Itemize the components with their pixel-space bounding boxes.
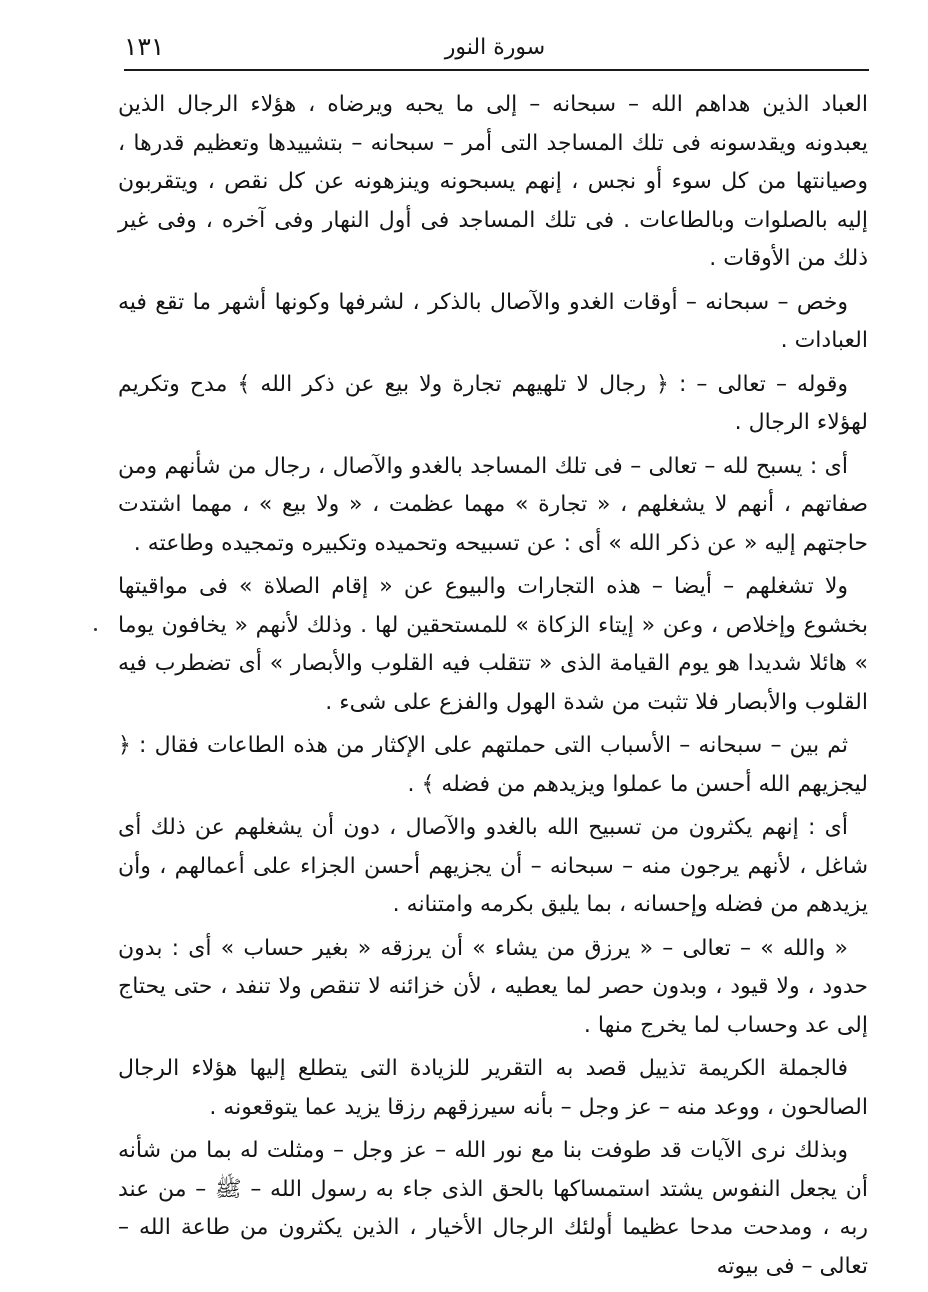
page-header xyxy=(124,30,866,70)
paragraph: وقوله – تعالى – : ﴿ رجال لا تلهيهم تجارة ولا بيع عن ذكر الله ﴾ مدح وتكريم لهؤلاء الرجال . xyxy=(118,371,868,435)
paragraph: وخص – سبحانه – أوقات الغدو والآصال بالذكر ، لشرفها وكونها أشهر ما تقع فيه العبادات . xyxy=(118,289,868,353)
paragraph: وبذلك نرى الآيات قد طوفت بنا مع نور الله – عز وجل – ومثلت له بما من شأنه أن يجعل النفوس يشتد استمساكها بالحق الذى جاء به رسول الله – ﷺ – من عند ربه ، ومدحت مدحا عظيما أولئك الرجال الأخيار ، الذين يكثرون من طاعة الله – تعالى – فى بيوته xyxy=(118,1138,868,1279)
paragraph: أى : إنهم يكثرون من تسبيح الله بالغدو والآصال ، دون أن يشغلهم عن ذلك أى شاغل ، لأنهم يرجون منه – سبحانه – أن يجزيهم أحسن الجزاء على أعمالهم ، وأن يزيدهم من فضله وإحسانه ، بما يليق بكرمه وامتنانه . xyxy=(118,815,868,917)
page-number: ١٣١ xyxy=(124,32,165,61)
paragraph: « والله » – تعالى – « يرزق من يشاء » أن يرزقه « بغير حساب » أى : بدون حدود ، ولا قيود ، وبدون حصر لما يعطيه ، لأن خزائنه لا تنقص ولا تنفد ، حتى يحتاج إلى عد وحساب لما يخرج منها . xyxy=(118,935,868,1038)
paragraph: العباد الذين هداهم الله – سبحانه – إلى ما يحبه ويرضاه ، هؤلاء الرجال الذين يعبدونه ويقدسونه فى تلك المساجد التى أمر – سبحانه – بتشييدها وتعظيم قدرها ، وصيانتها من كل سوء أو نجس ، إنهم يسبحونه وينزهونه عن كل نقص ، ويتقربون إليه بالصلوات وبالطاعات . فى تلك المساجد فى أول النهار وفى آخره ، وفى غير ذلك من الأوقات . xyxy=(118,92,868,271)
body-text xyxy=(118,86,868,1291)
ink-speck xyxy=(94,628,97,631)
running-title: سورة النور xyxy=(444,35,546,60)
header-rule xyxy=(124,69,869,71)
paragraph: ثم بين – سبحانه – الأسباب التى حملتهم على الإكثار من هذه الطاعات فقال : ﴿ ليجزيهم الله أحسن ما عملوا ويزيدهم من فضله ﴾ . xyxy=(118,733,868,797)
paragraph: ولا تشغلهم – أيضا – هذه التجارات والبيوع عن « إقام الصلاة » فى مواقيتها بخشوع وإخلاص ، وعن « إيتاء الزكاة » للمستحقين لها . وذلك لأنهم « يخافون يوما » هائلا شديدا هو يوم القيامة الذى « تتقلب فيه القلوب والأبصار » أى تضطرب فيه القلوب والأبصار فلا تثبت من شدة الهول والفزع على شىء . xyxy=(118,574,868,715)
paragraph: أى : يسبح لله – تعالى – فى تلك المساجد بالغدو والآصال ، رجال من شأنهم ومن صفاتهم ، أنهم لا يشغلهم ، « تجارة » مهما عظمت ، « ولا بيع » ، مهما اشتدت حاجتهم إليه « عن ذكر الله » أى : عن تسبيحه وتحميده وتكبيره وتمجيده وطاعته . xyxy=(118,453,868,556)
paragraph: فالجملة الكريمة تذييل قصد به التقرير للزيادة التى يتطلع إليها هؤلاء الرجال الصالحون ، ووعد منه – عز وجل – بأنه سيرزقهم رزقا يزيد عما يتوقعونه . xyxy=(118,1056,868,1120)
